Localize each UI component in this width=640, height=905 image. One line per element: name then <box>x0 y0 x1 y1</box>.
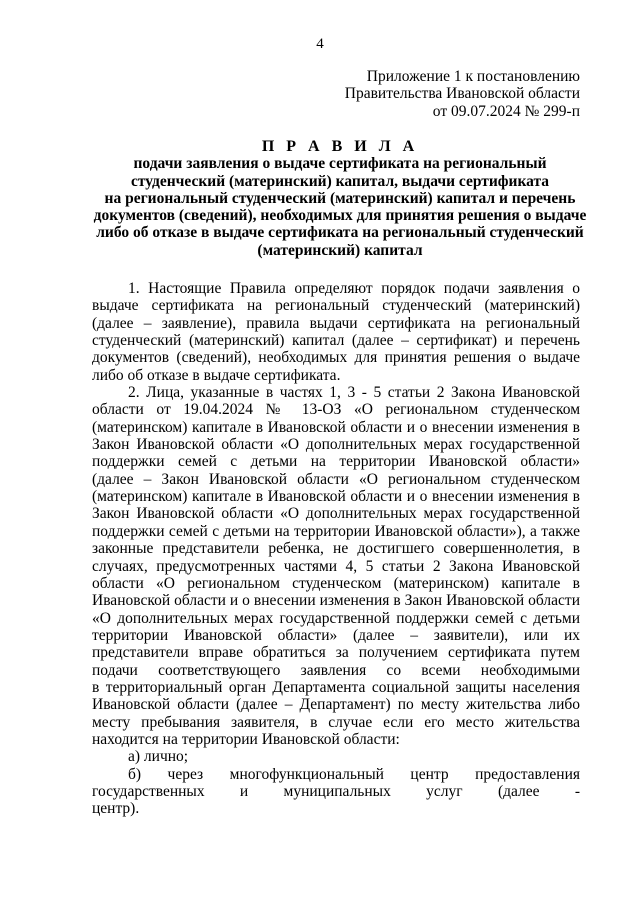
paragraph <box>92 384 580 748</box>
subtitle-line: либо об отказе в выдаче сертификата на региональный студенческий <box>96 224 584 242</box>
document-title: П Р А В И Л А <box>261 138 419 155</box>
text-line: в территориальный орган Департамента социальной защиты населения <box>92 678 580 696</box>
paragraph <box>92 748 580 765</box>
text-line: (далее – заявление), правила выдачи сертификата на региональный <box>92 314 580 332</box>
text-line: представители вправе обратиться за получением сертификата путем <box>92 644 580 662</box>
document-body <box>92 280 580 818</box>
text-line: (далее – Закон Ивановской области «О региональном студенческом <box>92 470 580 488</box>
header-line: Правительства Ивановской области <box>344 85 580 103</box>
text-line: выдаче сертификата на региональный студенческий (материнский) <box>92 297 580 315</box>
text-line: б) через многофункциональный центр предоставления <box>128 765 580 783</box>
text-line: Закон Ивановской области «О дополнительных мерах государственной <box>92 505 580 523</box>
text-line: законные представители ребенка, не достигшего совершеннолетия, в <box>92 540 580 558</box>
text-line: поддержки семей с детьми на территории Ивановской области»), а также <box>92 522 580 540</box>
text-line: Ивановской области (далее – Департамент) по месту жительства либо <box>92 696 580 714</box>
paragraph <box>92 280 580 384</box>
text-line: поддержки семей с детьми на территории Ивановской области» <box>92 453 580 471</box>
text-line: 2. Лица, указанные в частях 1, 3 - 5 статьи 2 Закона Ивановской <box>128 384 580 402</box>
text-line: «О дополнительных мерах государственной поддержки семей с детьми <box>92 609 580 627</box>
document-title-block <box>80 138 600 259</box>
text-line: государственных и муниципальных услуг (далее - <box>92 782 580 800</box>
text-line: месту пребывания заявителя, в случае если его место жительства <box>92 713 580 731</box>
header-line: Приложение 1 к постановлению <box>366 68 580 85</box>
paragraph <box>92 766 580 818</box>
text-line: (материнском) капитале в Ивановской области и о внесении изменения в <box>92 418 580 436</box>
text-line: подачи соответствующего заявления со всеми необходимыми <box>92 661 580 679</box>
header-line: от 09.07.2024 № 299-п <box>432 102 580 120</box>
page-number: 4 <box>316 36 324 52</box>
subtitle-line: документов (сведений), необходимых для принятия решения о выдаче <box>93 207 587 225</box>
text-line: области от 19.04.2024 № 13-ОЗ «О региональном студенческом <box>92 401 580 419</box>
text-line: 1. Настоящие Правила определяют порядок подачи заявления о <box>128 280 580 297</box>
text-line: а) лично; <box>128 748 189 766</box>
text-line: либо об отказе в выдаче сертификата. <box>92 366 341 384</box>
text-line: студенческий (материнский) капитал (далее – сертификат) и перечень <box>92 332 580 350</box>
text-line: территории Ивановской области» (далее – заявители), или их <box>92 626 580 644</box>
text-line: (материнском) капитале в Ивановской области и о внесении изменения в <box>92 488 580 506</box>
text-line: Закон Ивановской области «О дополнительных мерах государственной <box>92 436 580 454</box>
subtitle-line: студенческий (материнский) капитал, выдачи сертификата <box>130 172 550 190</box>
text-line: центр). <box>92 800 140 818</box>
appendix-header <box>345 68 580 120</box>
text-line: находится на территории Ивановской области: <box>92 730 400 748</box>
text-line: области «О региональном студенческом (материнском) капитале в <box>92 574 580 592</box>
subtitle-line: подачи заявления о выдаче сертификата на региональный <box>133 155 547 173</box>
subtitle-line: (материнский) капитал <box>257 241 423 259</box>
text-line: документов (сведений), необходимых для принятия решения о выдаче <box>92 349 580 367</box>
text-line: случаях, предусмотренных частями 4, 5 статьи 2 Закона Ивановской <box>92 557 580 575</box>
subtitle-line: на региональный студенческий (материнский) капитал и перечень <box>104 189 576 207</box>
text-line: Ивановской области и о внесении изменения в Закон Ивановской области <box>92 592 580 610</box>
